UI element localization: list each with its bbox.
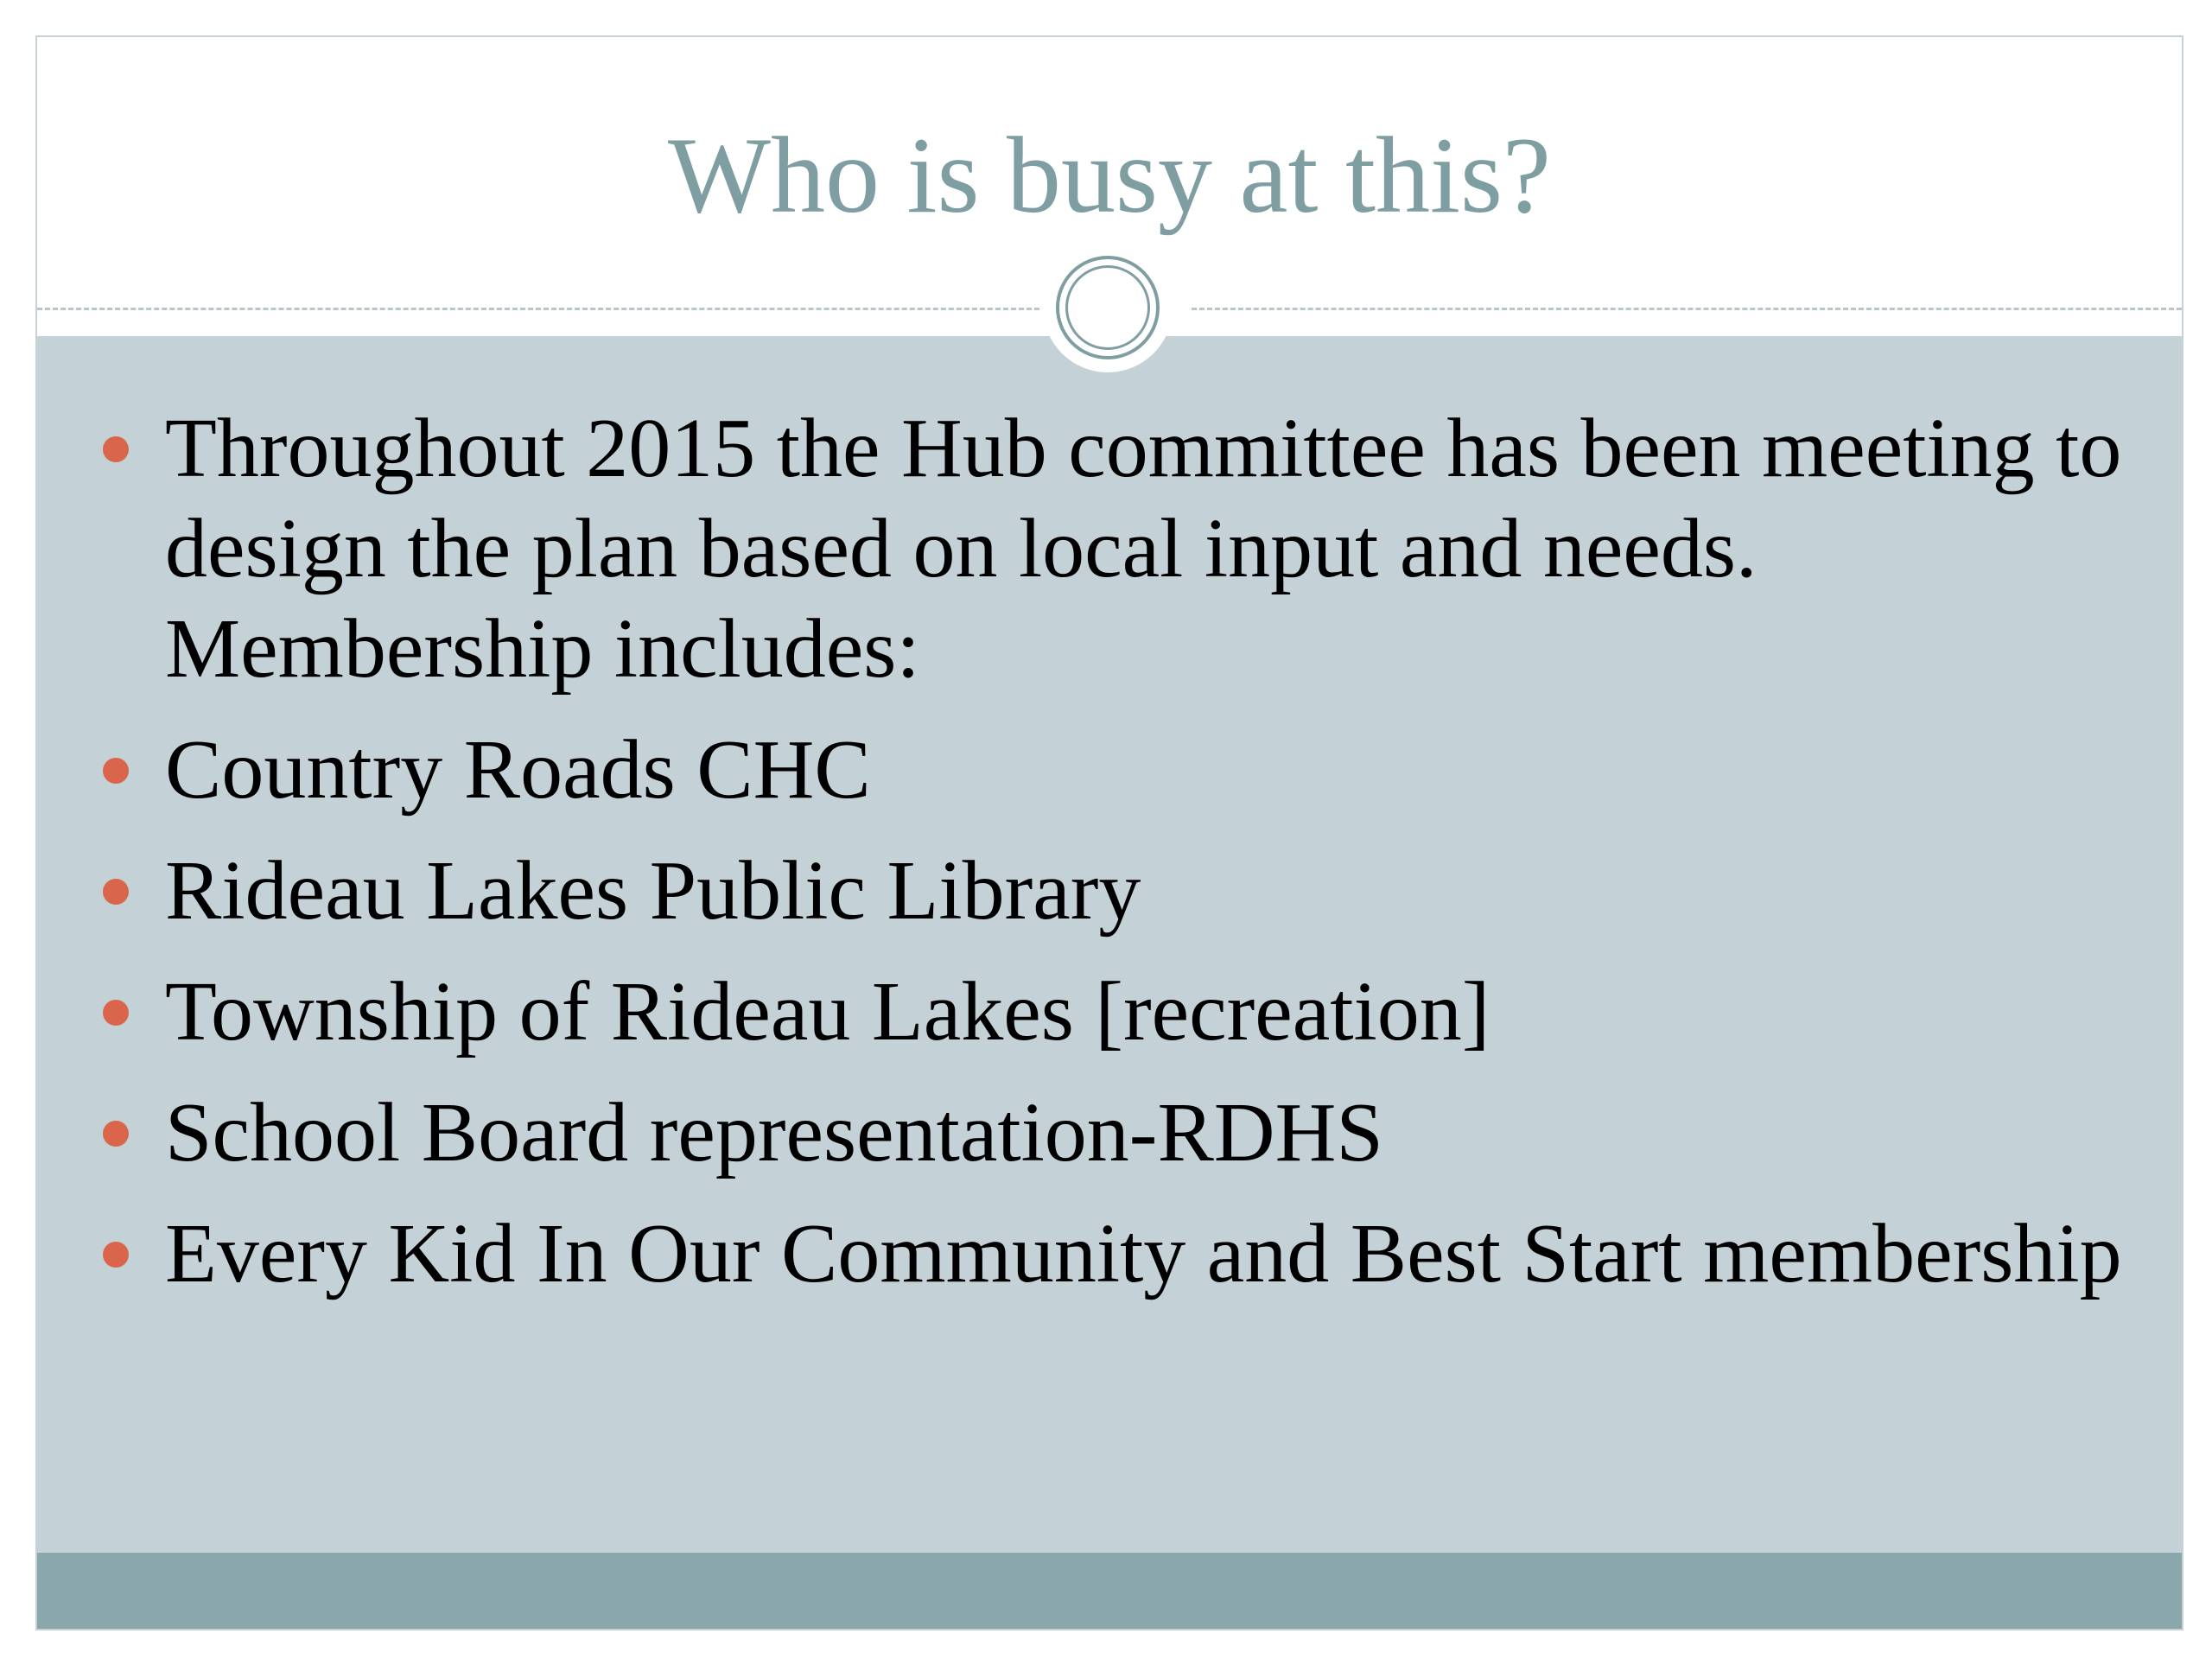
bullet-dot-icon <box>103 436 129 462</box>
bullet-list <box>37 398 2128 1325</box>
bullet-item <box>37 1083 2128 1183</box>
bullet-dot-icon <box>103 1242 129 1268</box>
circle-ornament-icon <box>1056 256 1160 359</box>
bullet-dot-icon <box>103 879 129 905</box>
bullet-text: Throughout 2015 the Hub committee has been meeting to design the plan based on local input and needs. Membership includes: <box>165 402 2122 696</box>
bullet-text: Country Roads CHC <box>165 723 871 817</box>
bullet-item <box>37 1204 2128 1304</box>
bullet-dot-icon <box>103 758 129 784</box>
title-divider-left <box>37 308 1039 310</box>
bullet-item <box>37 962 2128 1062</box>
slide-title: Who is busy at this? <box>668 116 1551 236</box>
bullet-dot-icon <box>103 1000 129 1026</box>
bullet-item <box>37 720 2128 820</box>
bullet-text: Every Kid In Our Community and Best Start membership <box>165 1207 2122 1300</box>
bullet-text: School Board representation-RDHS <box>165 1086 1383 1179</box>
bullet-text: Rideau Lakes Public Library <box>165 844 1141 938</box>
bullet-dot-icon <box>103 1121 129 1147</box>
slide <box>35 35 2183 1630</box>
bullet-item <box>37 398 2128 699</box>
bullet-item <box>37 841 2128 941</box>
title-divider-right <box>1192 308 2182 310</box>
footer-bar <box>37 1553 2182 1629</box>
bullet-text: Township of Rideau Lakes [recreation] <box>165 965 1491 1058</box>
